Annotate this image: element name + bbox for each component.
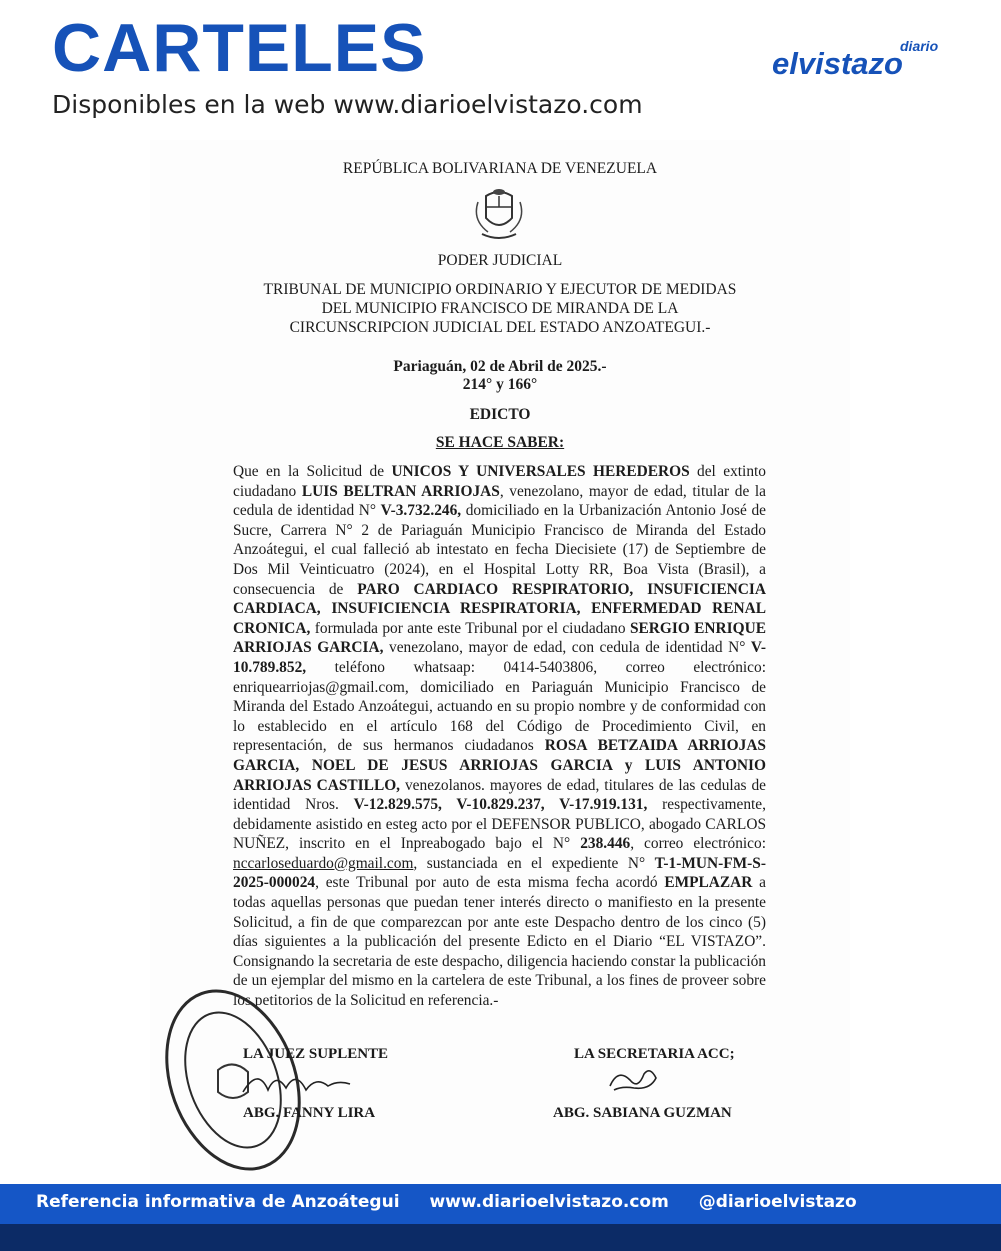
footer: [0, 1184, 1001, 1251]
footer-tagline: Referencia informativa de Anzoátegui: [36, 1192, 400, 1212]
tribunal-line-3: CIRCUNSCRIPCION JUDICIAL DEL ESTADO ANZOATEGUI.-: [289, 319, 711, 336]
secretary-name: ABG. SABIANA GUZMAN: [553, 1105, 732, 1121]
footer-website-link[interactable]: www.diarioelvistazo.com: [429, 1192, 669, 1212]
edict-body: Que en la Solicitud de UNICOS Y UNIVERSALES HEREDEROS del extinto ciudadano LUIS BELTRAN ARRIOJAS, venezolano, mayor de edad, titular de la cedula de identidad N° V-3.732.246, domiciliado en la Urbanización Antonio José de Sucre, Carrera N° 2 de Pariaguán Municipio Francisco de Miranda del Estado Anzoátegui, el cual falleció ab intestato en fecha Diecisiete (17) de Septiembre de Dos Mil Veinticuatro (2024), en el Hospital Lotty RR, Boa Vista (Brasil), a consecuencia de PARO CARDIACO RESPIRATORIO, INSUFICIENCIA CARDIACA, INSUFICIENCIA RESPIRATORIA, ENFERMEDAD RENAL CRONICA, formulada por ante este Tribunal por el ciudadano SERGIO ENRIQUE ARRIOJAS GARCIA, venezolano, mayor de edad, con cedula de identidad N° V-10.789.852, teléfono whatsaap: 0414-5403806, correo electrónico: enriquearriojas@gmail.com, domiciliado en Pariaguán Municipio Francisco de Miranda del Estado Anzoátegui, actuando en su propio nombre y de conformidad con lo establecido en el artículo 168 del Código de Procedimiento Civil, en representación, de sus hermanos ciudadanos ROSA BETZAIDA ARRIOJAS GARCIA, NOEL DE JESUS ARRIOJAS GARCIA y LUIS ANTONIO ARRIOJAS CASTILLO, venezolanos. mayores de edad, titulares de las cedulas de identidad Nros. V-12.829.575, V-10.829.237, V-17.919.131, respectivamente, debidamente asistido en esteg acto por el DEFENSOR PUBLICO, abogado CARLOS NUÑEZ, inscrito en el Inpreabogado bajo el N° 238.446, correo electrónico: nccarloseduardo@gmail.com, sustanciada en el expediente N° T-1-MUN-FM-S-2025-000024, este Tribunal por auto de esta misma fecha acordó EMPLAZAR a todas aquellas personas que puedan tener interés directo o manifiesto en la presente Solicitud, a fin de que comparezcan por ante este Despacho dentro de los cinco (5) días siguientes a la publicación del presente Edicto en el Diario “EL VISTAZO”. Consignando la secretaria de este despacho, diligencia haciendo constar la publicación de un ejemplar del mismo en la cartelera de este Tribunal, a los fines de proveer sobre los petitorios de la Solicitud en referencia.-: [233, 463, 766, 1010]
tribunal-line-2: DEL MUNICIPIO FRANCISCO DE MIRANDA DE LA: [321, 300, 679, 317]
judge-title: LA JUEZ SUPLENTE: [243, 1046, 389, 1062]
doc-branch: PODER JUDICIAL: [437, 252, 563, 269]
footer-bar: [0, 1184, 1001, 1224]
doc-tribunal: [150, 280, 850, 337]
doc-heading: EDICTO: [469, 406, 531, 423]
tribunal-line-1: TRIBUNAL DE MUNICIPIO ORDINARIO Y EJECUTOR DE MEDIDAS: [263, 281, 737, 298]
footer-text: [36, 1192, 881, 1212]
doc-date: Pariaguán, 02 de Abril de 2025.-: [393, 358, 607, 375]
email-link: nccarloseduardo@gmail.com: [233, 854, 414, 872]
footer-handle-link[interactable]: @diarioelvistazo: [698, 1192, 857, 1212]
coat-of-arms-icon: [468, 188, 530, 248]
judge-signature-icon: [238, 1062, 358, 1106]
doc-country: REPÚBLICA BOLIVARIANA DE VENEZUELA: [342, 160, 658, 177]
doc-notice: SE HACE SABER:: [435, 434, 565, 451]
secretary-title: LA SECRETARIA ACC;: [574, 1046, 735, 1062]
header-subtitle: Disponibles en la web www.diarioelvistazo.com: [52, 90, 643, 119]
logo-small-text: diario: [900, 38, 939, 54]
secretary-signature-icon: [604, 1062, 664, 1100]
judge-name: ABG. FANNY LIRA: [243, 1105, 376, 1121]
header: [0, 0, 1001, 135]
doc-years: 214° y 166°: [462, 376, 538, 393]
footer-dark-band: [0, 1224, 1001, 1251]
logo-main-text: elvistazo: [772, 46, 903, 81]
header-title: CARTELES: [52, 10, 427, 86]
